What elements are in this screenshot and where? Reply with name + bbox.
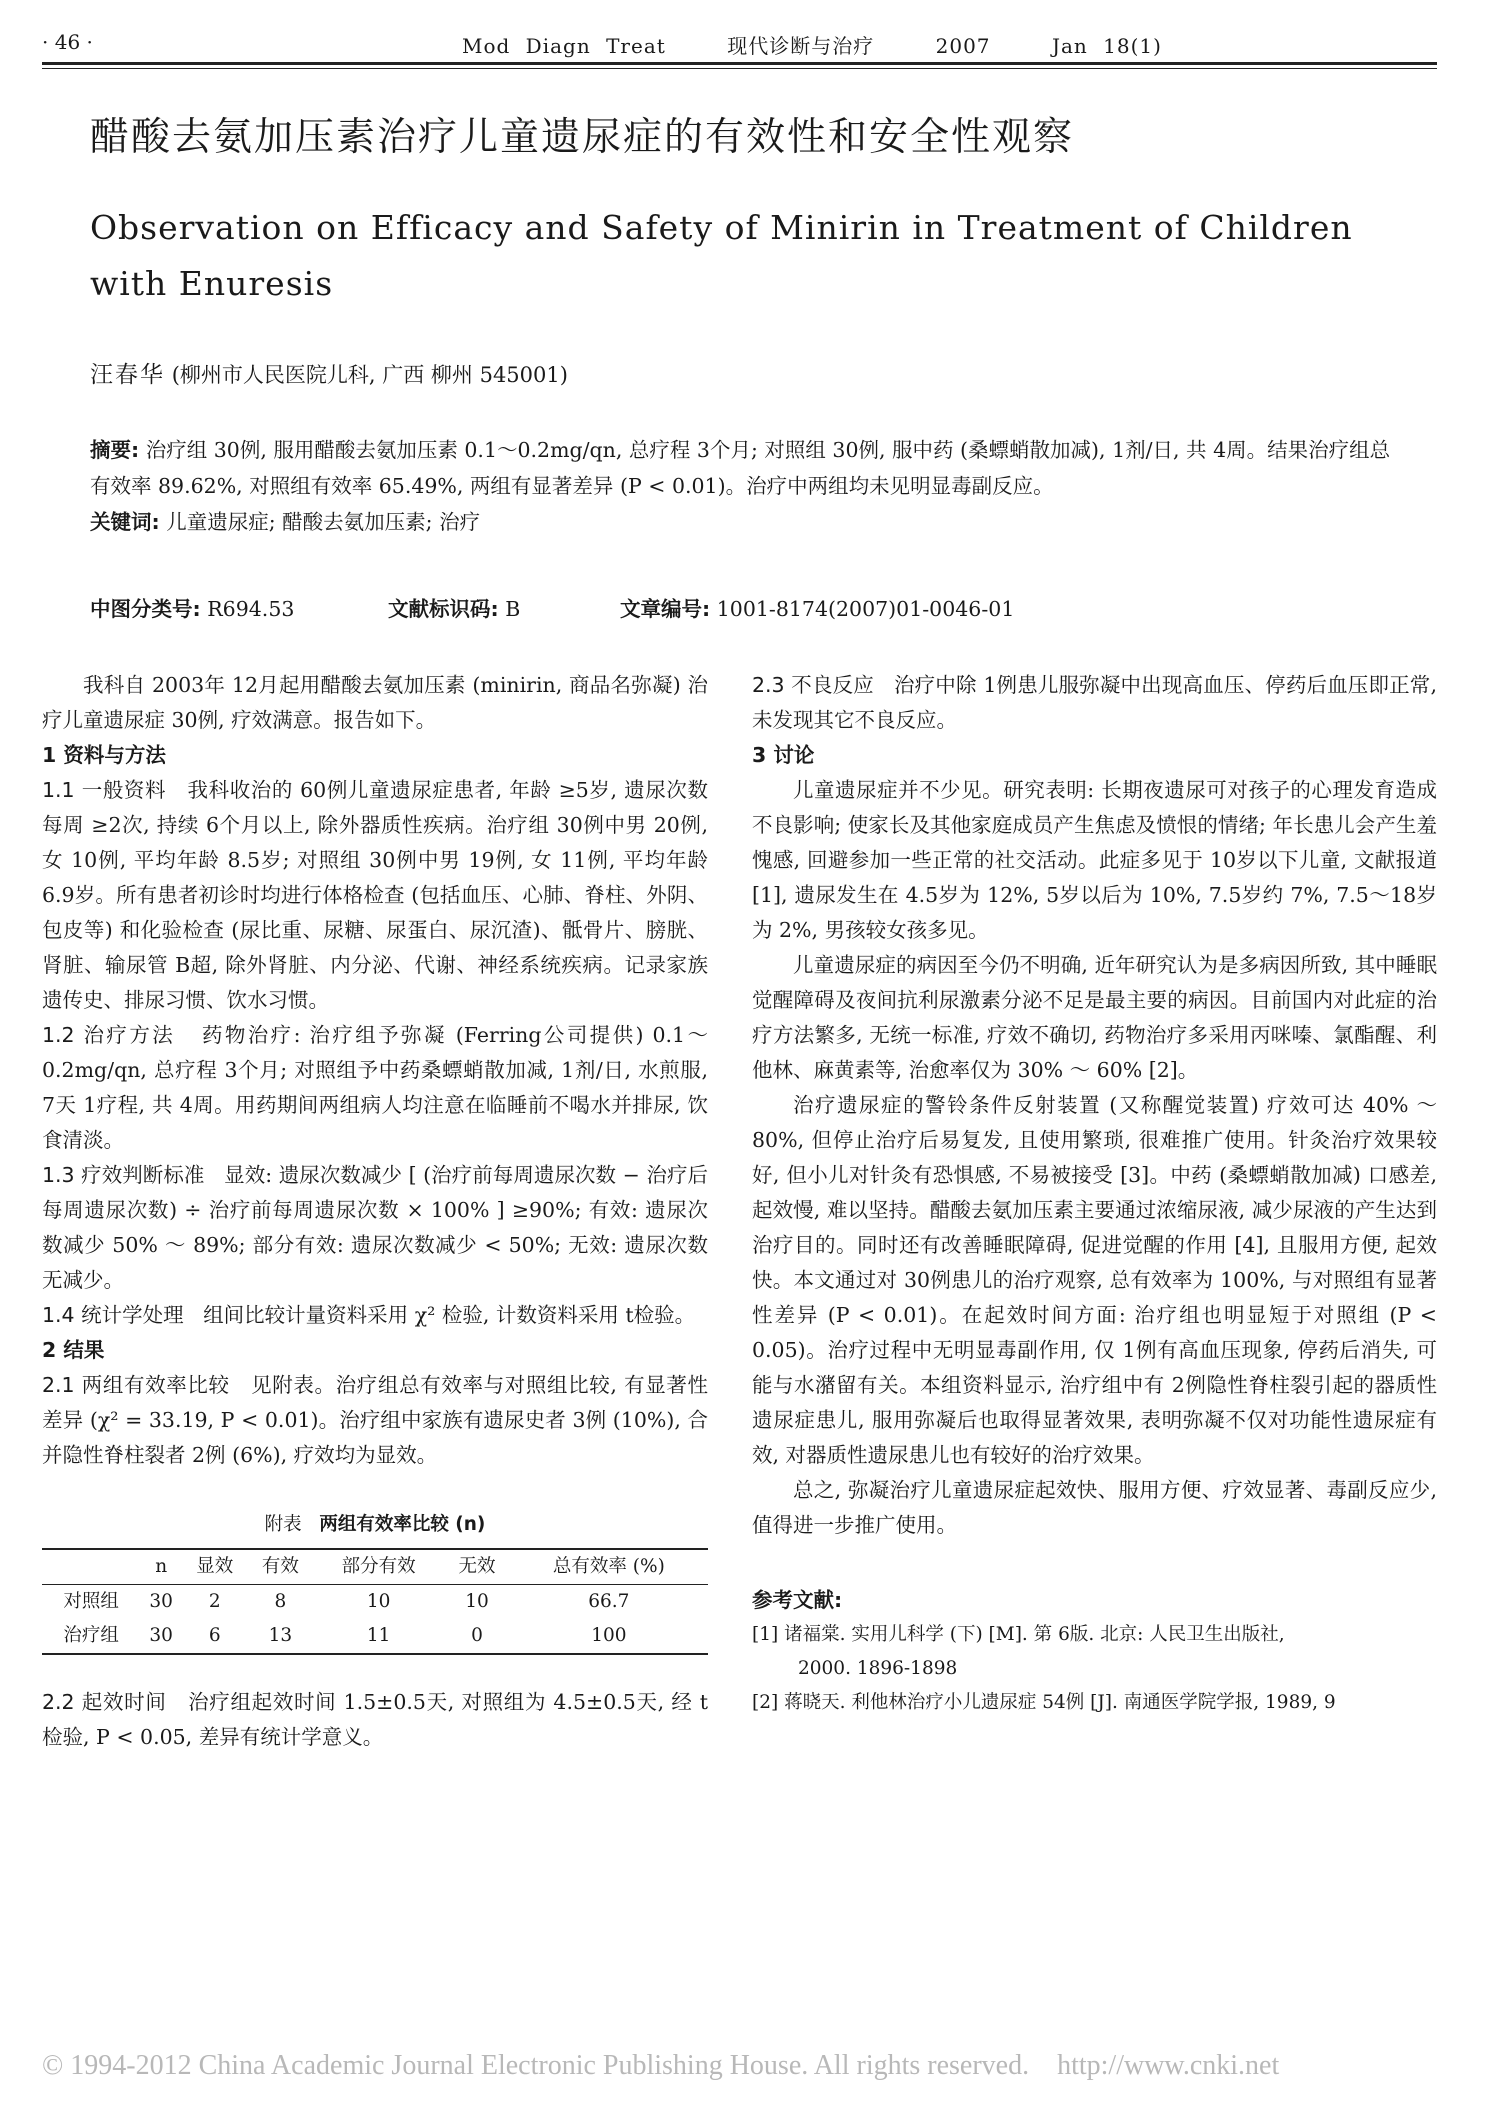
table-cell: 13 bbox=[268, 1625, 293, 1646]
running-head bbox=[42, 24, 1437, 60]
keywords-text: 儿童遗尿症; 醋酸去氨加压素; 治疗 bbox=[166, 510, 481, 534]
article-title-chinese: 醋酸去氨加压素治疗儿童遗尿症的有效性和安全性观察 bbox=[90, 115, 1075, 160]
section-1-1-text: 我科收治的 60例儿童遗尿症患者, 年龄 ≥5岁, 遗尿次数每周 ≥2次, 持续 6个月以上, 除外器质性疾病。治疗组 30例中男 20例, 女 10例, 平均年龄 8.5岁; 对照组 30例中男 19例, 女 11例, 平均年龄 6.9岁。所有患者初诊时均进行体格检查 (包括血压、心肺、脊柱、外阴、包皮等) 和化验检查 (尿比重、尿糖、尿蛋白、尿沉渣)、骶骨片、膀胱、肾脏、输尿管 B超, 除外肾脏、内分泌、代谢、神经系统疾病。记录家族遗传史、排尿习惯、饮水习惯。 bbox=[42, 778, 708, 1012]
table-caption bbox=[42, 1507, 708, 1542]
section-1-1 bbox=[42, 773, 708, 1018]
table-cell: 8 bbox=[274, 1591, 287, 1612]
section-1-4-label: 1.4 统计学处理 bbox=[42, 1303, 184, 1327]
section-2-2 bbox=[42, 1685, 708, 1755]
section-1-1-label: 1.1 一般资料 bbox=[42, 778, 167, 802]
table-cell: 30 bbox=[149, 1591, 173, 1612]
document-code bbox=[388, 592, 520, 622]
table-header-cell bbox=[42, 1549, 140, 1585]
section-1-3-label: 1.3 疗效判断标准 bbox=[42, 1163, 205, 1187]
abstract-block bbox=[90, 432, 1410, 540]
table-header-cell: 有效 bbox=[261, 1556, 299, 1577]
table-cell: 0 bbox=[471, 1625, 483, 1646]
header-rule-thin bbox=[42, 68, 1437, 69]
article-title-english: Observation on Efficacy and Safety of Minirin in Treatment of Children with Enuresis bbox=[90, 208, 1353, 303]
article-value: 1001-8174(2007)01-0046-01 bbox=[716, 597, 1015, 621]
doc-value: B bbox=[505, 597, 521, 621]
table-header-cell: 显效 bbox=[196, 1556, 234, 1577]
section-1-2 bbox=[42, 1018, 708, 1158]
table-caption-text: 两组有效率比较 (n) bbox=[319, 1514, 486, 1535]
table-cell: 对照组 bbox=[63, 1591, 119, 1612]
table-cell: 6 bbox=[208, 1625, 221, 1646]
discussion-paragraph-2: 儿童遗尿症的病因至今仍不明确, 近年研究认为是多病因所致, 其中睡眠觉醒障碍及夜间抗利尿激素分泌不足是最主要的病因。目前国内对此症的治疗方法繁多, 无统一标准, 疗效不确切, 药物治疗多采用丙咪嗪、氯酯醒、利他林、麻黄素等, 治愈率仅为 30% ～ 60% [2]。 bbox=[752, 953, 1437, 1082]
clc-value: R694.53 bbox=[207, 597, 295, 621]
section-2-1-text: 见附表。治疗组总有效率与对照组比较, 有显著性差异 (χ² = 33.19, P < 0.01)。治疗组中家族有遗尿史者 3例 (10%), 合并隐性脊柱裂者 2例 (6%), 疗效均为显效。 bbox=[42, 1373, 708, 1467]
author-affiliation: (柳州市人民医院儿科, 广西 柳州 545001) bbox=[171, 363, 568, 387]
keywords bbox=[90, 504, 1410, 540]
results-table-block bbox=[42, 1507, 708, 1655]
reference-item bbox=[752, 1686, 1437, 1720]
references-heading: 参考文献: bbox=[752, 1588, 843, 1612]
clc-label: 中图分类号: bbox=[90, 597, 201, 621]
table-row bbox=[42, 1585, 708, 1620]
section-1-2-text: 药物治疗: 治疗组予弥凝 (Ferring公司提供) 0.1～0.2mg/qn, 总疗程 3个月; 对照组予中药桑螵蛸散加减, 1剂/日, 水煎服, 7天 1疗程, 共 4周。用药期间两组病人均注意在临睡前不喝水并排尿, 饮食清淡。 bbox=[42, 1023, 708, 1152]
table-cell: 10 bbox=[465, 1591, 489, 1612]
section-1-heading: 1 资料与方法 bbox=[42, 743, 166, 767]
table-row bbox=[42, 1619, 708, 1654]
doc-label: 文献标识码: bbox=[388, 597, 499, 621]
table-cell: 10 bbox=[366, 1591, 391, 1612]
table-caption-prefix: 附表 bbox=[264, 1514, 302, 1535]
reference-2: [2] 蒋晓天. 利他林治疗小儿遗尿症 54例 [J]. 南通医学院学报, 1989, 9 bbox=[752, 1692, 1336, 1713]
abstract bbox=[90, 432, 1410, 504]
section-2-3-label: 2.3 不良反应 bbox=[752, 673, 874, 697]
copyright-footer: © 1994-2012 China Academic Journal Electronic Publishing House. All rights reserved. http://www.cnki.net bbox=[42, 2050, 1280, 2081]
table-cell: 100 bbox=[591, 1625, 627, 1646]
reference-1-continuation: 2000. 1896-1898 bbox=[798, 1658, 958, 1679]
clc-number bbox=[90, 592, 294, 622]
journal-citation: Mod Diagn Treat 现代诊断与治疗 2007 Jan 18(1) bbox=[462, 34, 1162, 58]
section-1-4-text: 组间比较计量资料采用 χ² 检验, 计数资料采用 t检验。 bbox=[203, 1303, 696, 1327]
article-label: 文章编号: bbox=[620, 597, 711, 621]
results-table bbox=[42, 1548, 708, 1655]
table-cell: 11 bbox=[366, 1625, 391, 1646]
reference-1: [1] 诸福棠. 实用儿科学 (下) [M]. 第 6版. 北京: 人民卫生出版社, bbox=[752, 1624, 1285, 1645]
page-number: · 46 · bbox=[42, 30, 93, 54]
right-column bbox=[752, 668, 1437, 1720]
article-number bbox=[620, 592, 1014, 622]
section-1-3-text: 显效: 遗尿次数减少 [ (治疗前每周遗尿次数 − 治疗后每周遗尿次数) ÷ 治疗前每周遗尿次数 × 100% ] ≥90%; 有效: 遗尿次数减少 50% ～ 89%; 部分有效: 遗尿次数减少 < 50%; 无效: 遗尿次数无减少。 bbox=[42, 1163, 708, 1292]
table-cell: 治疗组 bbox=[63, 1625, 119, 1646]
section-1-4 bbox=[42, 1298, 708, 1333]
author-name: 汪春华 bbox=[90, 362, 165, 388]
table-header-cell: 总有效率 (%) bbox=[552, 1556, 665, 1577]
reference-item bbox=[752, 1618, 1437, 1686]
discussion-paragraph-4: 总之, 弥凝治疗儿童遗尿症起效快、服用方便、疗效显著、毒副反应少, 值得进一步推广使用。 bbox=[752, 1478, 1437, 1537]
header-rule-thick bbox=[42, 62, 1437, 65]
table-header-cell: n bbox=[155, 1556, 168, 1577]
section-2-2-label: 2.2 起效时间 bbox=[42, 1690, 167, 1714]
table-header-cell: 无效 bbox=[458, 1556, 496, 1577]
section-2-3-text: 治疗中除 1例患儿服弥凝中出现高血压、停药后血压即正常, 未发现其它不良反应。 bbox=[752, 673, 1437, 732]
discussion-paragraph-1: 儿童遗尿症并不少见。研究表明: 长期夜遗尿可对孩子的心理发育造成不良影响; 使家长及其他家庭成员产生焦虑及愤恨的情绪; 年长患儿会产生羞愧感, 回避参加一些正常的社交活动。此症多见于 10岁以下儿童, 文献报道 [1], 遗尿发生在 4.5岁为 12%, 5岁以后为 10%, 7.5岁约 7%, 7.5～18岁为 2%, 男孩较女孩多见。 bbox=[752, 778, 1437, 942]
discussion-paragraph-3: 治疗遗尿症的警铃条件反射装置 (又称醒觉装置) 疗效可达 40% ～ 80%, 但停止治疗后易复发, 且使用繁琐, 很难推广使用。针灸治疗效果较好, 但小儿对针灸有恐惧感, 不易被接受 [3]。中药 (桑螵蛸散加减) 口感差, 起效慢, 难以坚持。醋酸去氨加压素主要通过浓缩尿液, 减少尿液的产生达到治疗目的。同时还有改善睡眠障碍, 促进觉醒的作用 [4], 且服用方便, 起效快。本文通过对 30例患儿的治疗观察, 总有效率为 100%, 与对照组有显著性差异 (P < 0.01)。在起效时间方面: 治疗组也明显短于对照组 (P < 0.05)。治疗过程中无明显毒副作用, 仅 1例有高血压现象, 停药后消失, 可能与水潴留有关。本组资料显示, 治疗组中有 2例隐性脊柱裂引起的器质性遗尿症患儿, 服用弥凝后也取得显著效果, 表明弥凝不仅对功能性遗尿症有效, 对器质性遗尿患儿也有较好的治疗效果。 bbox=[752, 1093, 1437, 1467]
section-2-heading: 2 结果 bbox=[42, 1338, 105, 1362]
section-1-3 bbox=[42, 1158, 708, 1298]
author-line bbox=[90, 356, 568, 389]
section-2-3 bbox=[752, 668, 1437, 738]
keywords-label: 关键词: bbox=[90, 510, 160, 534]
table-cell: 30 bbox=[149, 1625, 173, 1646]
table-header-cell: 部分有效 bbox=[341, 1556, 416, 1577]
table-header-row bbox=[42, 1549, 708, 1585]
section-1-2-label: 1.2 治疗方法 bbox=[42, 1023, 176, 1047]
section-2-2-text: 治疗组起效时间 1.5±0.5天, 对照组为 4.5±0.5天, 经 t检验, P < 0.05, 差异有统计学意义。 bbox=[42, 1690, 708, 1749]
section-2-1-label: 2.1 两组有效率比较 bbox=[42, 1373, 230, 1397]
section-3-heading: 3 讨论 bbox=[752, 743, 815, 767]
table-cell: 66.7 bbox=[588, 1591, 630, 1612]
abstract-text: 治疗组 30例, 服用醋酸去氨加压素 0.1～0.2mg/qn, 总疗程 3个月; 对照组 30例, 服中药 (桑螵蛸散加减), 1剂/日, 共 4周。结果治疗组总有效率 89.62%, 对照组有效率 65.49%, 两组有显著差异 (P < 0.01)。治疗中两组均未见明显毒副反应。 bbox=[90, 438, 1391, 498]
section-2-1 bbox=[42, 1368, 708, 1473]
left-column bbox=[42, 668, 708, 1755]
table-cell: 2 bbox=[208, 1591, 221, 1612]
abstract-label: 摘要: bbox=[90, 438, 140, 462]
intro-paragraph: 我科自 2003年 12月起用醋酸去氨加压素 (minirin, 商品名弥凝) 治疗儿童遗尿症 30例, 疗效满意。报告如下。 bbox=[42, 673, 708, 732]
